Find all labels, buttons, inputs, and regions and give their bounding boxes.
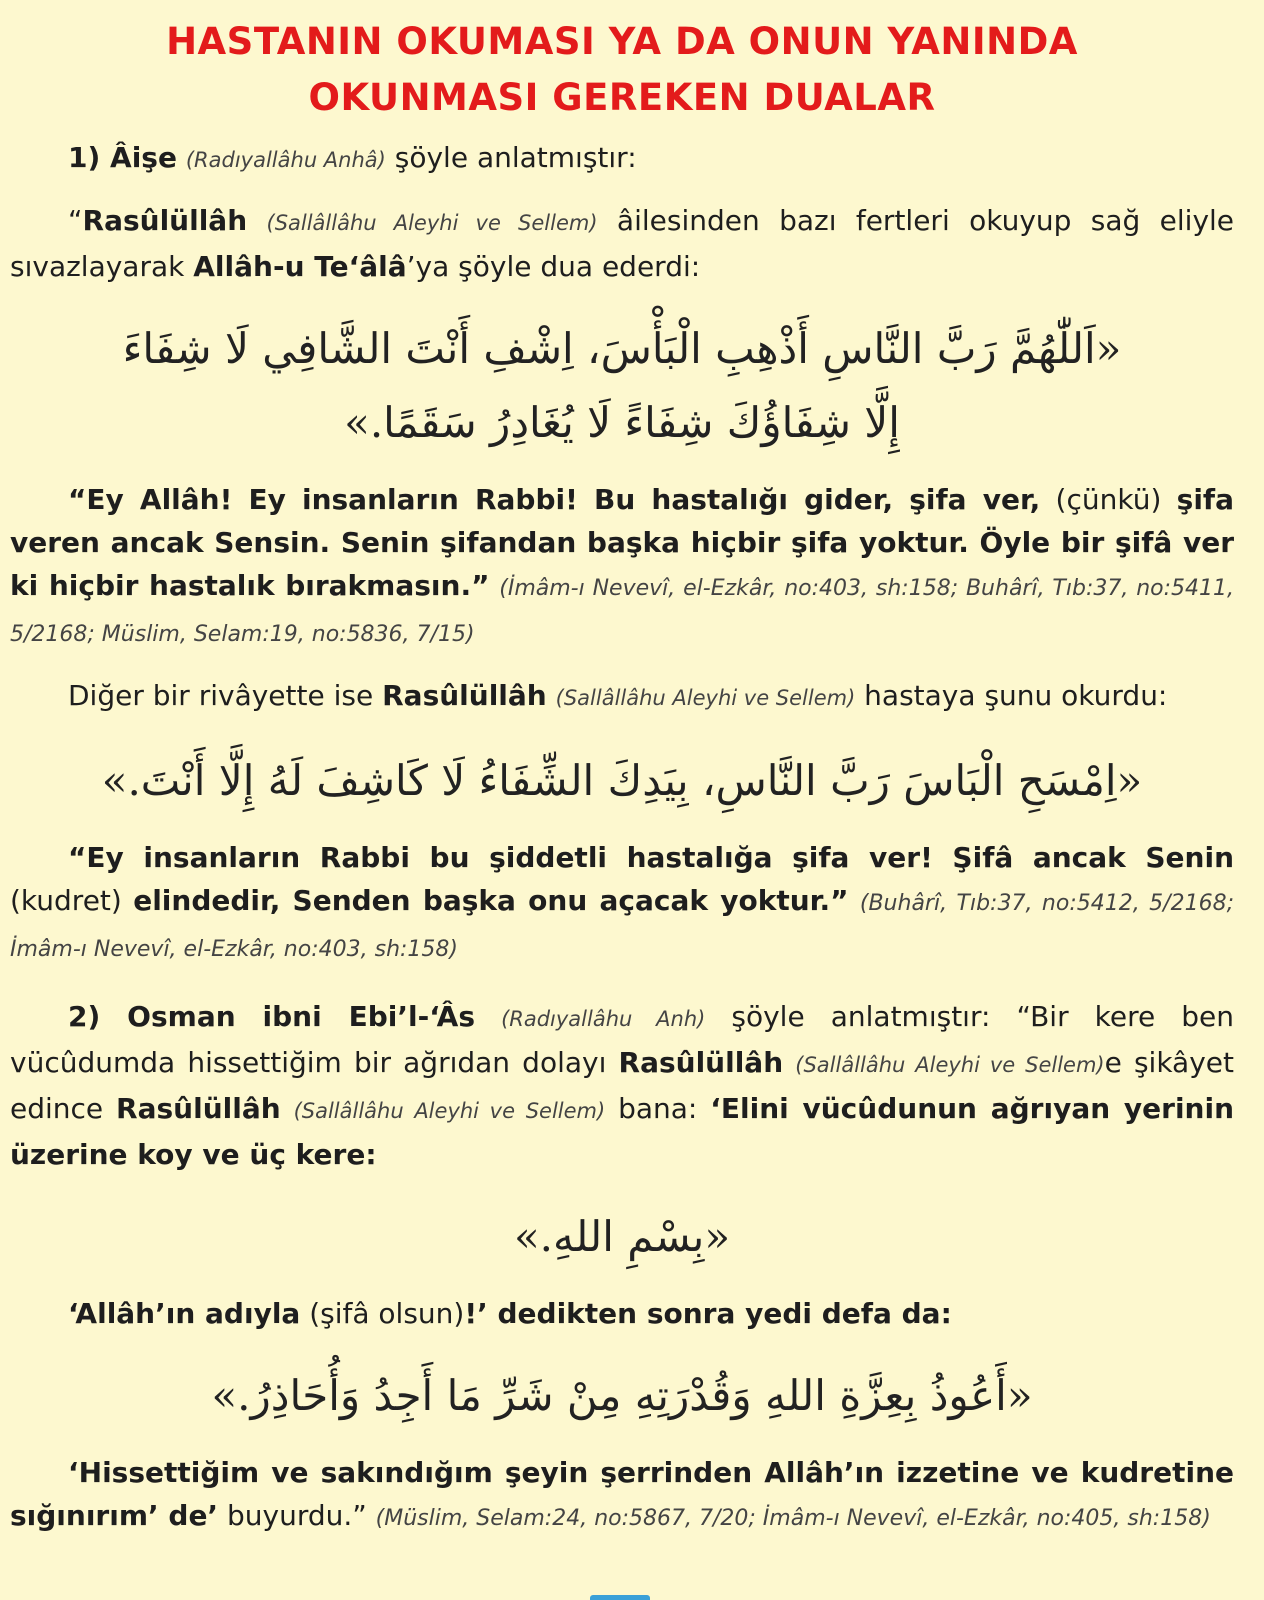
text-span: âilesinden bazı fertleri okuyup sağ eliyle sıvazlayarak: [10, 204, 1235, 283]
translation-2: [10, 836, 1234, 971]
translation-bold: şifa veren ancak Sensin. Senin şifandan başka hiçbir şifa yoktur. Öyle bir şifâ ver ki hiçbir hastalık bırakmasın.”: [10, 483, 1235, 602]
text-span: şöyle anlatmıştır:: [385, 141, 637, 174]
text-span: (çünkü): [1040, 483, 1177, 516]
translation-bold: “Ey Allâh! Ey insanların Rabbi! Bu hastalığı gider, şifa ver,: [68, 483, 1041, 516]
text-span: ’ya şöyle dua ederdi:: [406, 250, 701, 283]
arabic-dua-3: «أَعُوذُ بِعِزَّةِ اللهِ وَقُدْرَتِهِ مِنْ شَرِّ مَا أَجِدُ وَأُحَاذِرُ.»: [211, 1371, 1033, 1420]
arabic-dua-2: «اِمْسَحِ الْبَاسَ رَبَّ النَّاسِ، بِيَدِكَ الشِّفَاءُ لَا كَاشِفَ لَهُ إِلَّا أَنْتَ.»: [101, 756, 1143, 805]
arabic-basmala: «بِسْمِ اللهِ.»: [513, 1212, 731, 1261]
prophet-name: Rasûlüllâh: [116, 1092, 281, 1125]
arabic-dua-1-line-1: «اَللّٰهُمَّ رَبَّ النَّاسِ أَذْهِبِ الْبَأْسَ، اِشْفِ أَنْتَ الشَّافِي لَا شِفَاءَ: [122, 324, 1122, 373]
paragraph-other-narration: [10, 674, 1234, 720]
text-span: Diğer bir rivâyette ise: [68, 679, 383, 712]
arabic-dua-1: [10, 312, 1234, 460]
open-quote: “: [68, 204, 83, 237]
paragraph-bismillah-meaning: [10, 1292, 1234, 1335]
section-2: [10, 995, 1234, 1176]
paragraph-hadith-1: [10, 199, 1234, 288]
text-span: (kudret): [10, 884, 134, 917]
honorific: (Radıyallâhu Anh): [501, 1007, 706, 1031]
prophet-name: Rasûlüllâh: [618, 1046, 784, 1079]
page-tab-marker: [590, 1595, 650, 1600]
page-title: [10, 0, 1234, 126]
text-span: bana:: [605, 1092, 711, 1125]
translation-bold: elindedir, Senden başka onu açacak yoktur.”: [133, 884, 849, 917]
citation: (Buhârî, Tıb:37, no:5412, 5/2168; İmâm-ı Nevevî, el-Ezkâr, no:403, sh:158): [10, 891, 1234, 962]
text-span: hastaya şunu okurdu:: [855, 679, 1168, 712]
allah-name: Allâh-u Te‘âlâ: [193, 250, 407, 283]
instruction-bold: !’ dedikten sonra yedi defa da:: [464, 1297, 952, 1330]
instruction-bold: ‘Allâh’ın adıyla: [68, 1297, 301, 1330]
honorific: (Sallâllâhu Aleyhi ve Sellem): [795, 1053, 1105, 1077]
arabic-dua-1-line-2: إِلَّا شِفَاؤُكَ شِفَاءً لَا يُغَادِرُ سَقَمًا.»: [344, 398, 900, 447]
text-span: (şifâ olsun): [300, 1297, 465, 1330]
honorific: (Sallâllâhu Aleyhi ve Sellem): [266, 211, 598, 235]
translation-3: [10, 1451, 1234, 1540]
citation: (İmâm-ı Nevevî, el-Ezkâr, no:403, sh:158; Buhârî, Tıb:37, no:5411, 5/2168; Müslim, Selam:19, no:5836, 7/15): [10, 576, 1234, 647]
text-span: e şikâyet edince: [10, 1046, 1234, 1125]
translation-bold: ‘Hissettiğim ve sakındığım şeyin şerrinden Allâh’ın izzetine ve kudretine sığınırım’ de’: [10, 1456, 1234, 1532]
honorific: (Radıyallâhu Anhâ): [185, 148, 386, 172]
section-2-heading: 2) Osman ibni Ebi’l-‘Âs: [68, 1000, 475, 1033]
section-1-heading: 1) Âişe: [68, 141, 177, 174]
title-line-2: OKUNMASI GEREKEN DUALAR: [308, 76, 936, 119]
text-span: şöyle anlatmıştır: “Bir kere ben vücûdumda hissettiğim bir ağrıdan dolayı: [10, 1000, 1235, 1079]
prophet-name: Rasûlüllâh: [82, 204, 248, 237]
honorific: (Sallâllâhu Aleyhi ve Sellem): [555, 686, 856, 710]
title-line-1: HASTANIN OKUMASI YA DA ONUN YANINDA: [166, 20, 1078, 63]
section-1-intro: [10, 136, 1234, 182]
translation-1: [10, 478, 1234, 656]
translation-bold: “Ey insanların Rabbi bu şiddetli hastalığa şifa ver! Şifâ ancak Senin: [68, 841, 1234, 874]
citation: (Müslim, Selam:24, no:5867, 7/20; İmâm-ı Nevevî, el-Ezkâr, no:405, sh:158): [375, 1506, 1211, 1531]
honorific: (Sallâllâhu Aleyhi ve Sellem): [293, 1099, 606, 1123]
text-span: buyurdu.”: [218, 1499, 367, 1532]
instruction-bold: ‘Elini vücûdunun ağrıyan yerinin üzerine koy ve üç kere:: [10, 1092, 1235, 1171]
prophet-name: Rasûlüllâh: [382, 679, 547, 712]
